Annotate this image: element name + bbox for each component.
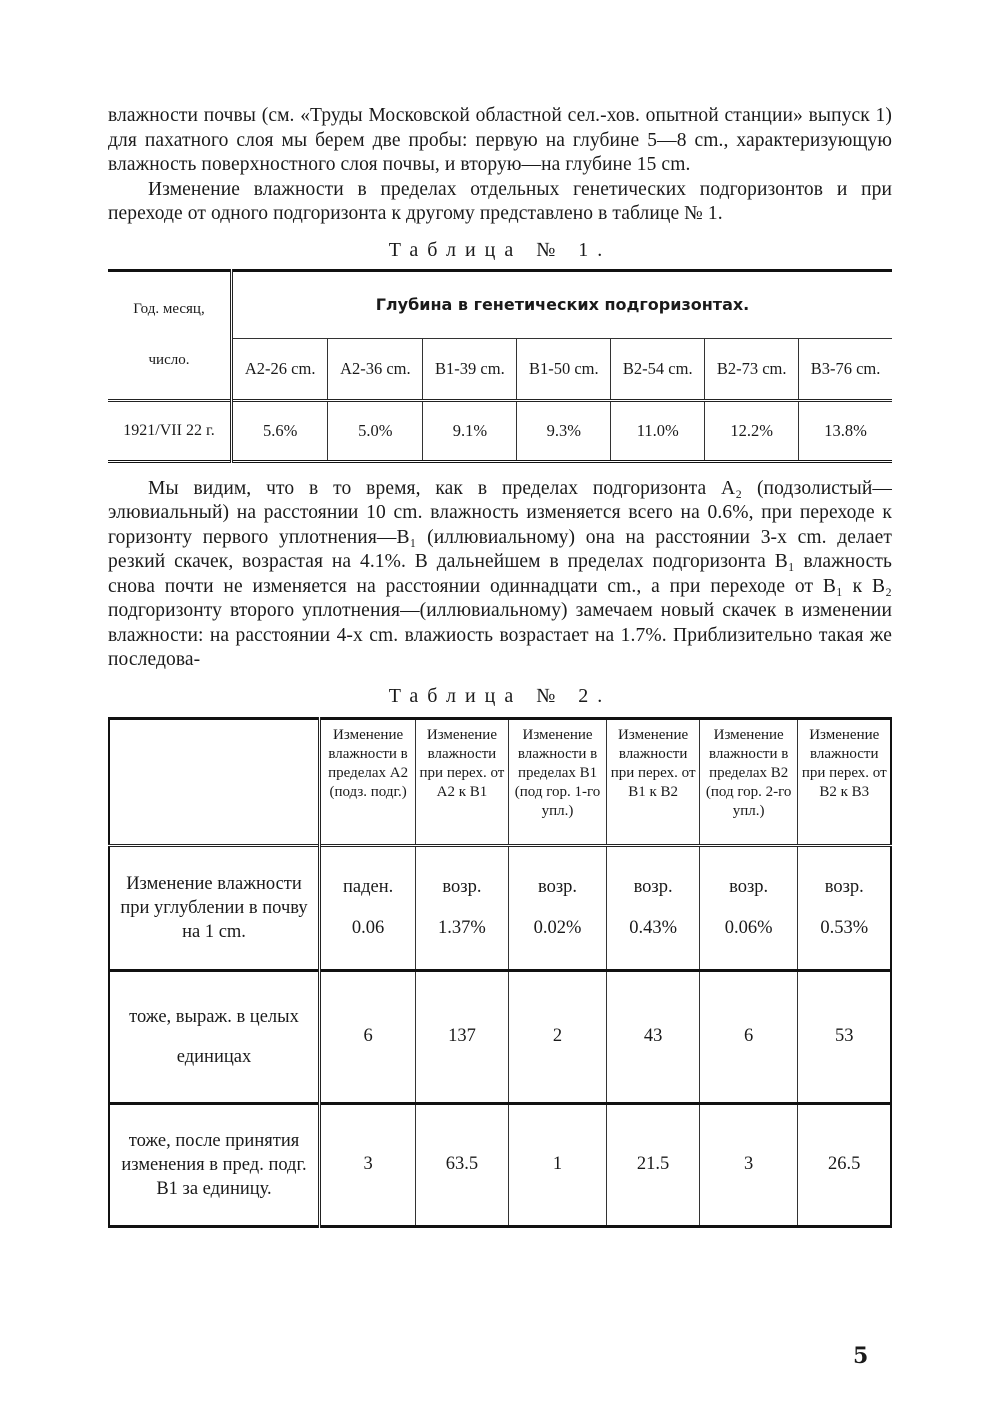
table2-cell [508,845,607,970]
table2-cell: 3 [320,1103,416,1226]
value: 0.53% [820,917,869,938]
table2-cell: 26.5 [798,1103,891,1226]
table1-cell: 13.8% [799,400,892,461]
table2-cell: 21.5 [607,1103,699,1226]
table2-col-header: Изменение влажности в пределах B1 (под гор. 1-го упл.) [508,718,607,845]
direction-label: возр. [538,876,578,897]
direction-label: возр. [442,876,482,897]
table2-cell [320,845,416,970]
table2-cell: 6 [699,970,798,1103]
table1-cell: 9.1% [423,400,517,461]
value: 0.43% [629,917,677,938]
table2-caption: Таблица № 2. [388,684,612,707]
table1-cell: 12.2% [705,400,799,461]
table2-cell: 2 [508,970,607,1103]
row-header-top: Год. месяц, [133,301,205,317]
table2-col-header: Изменение влажности при перех. от B1 к B2 [607,718,699,845]
table2-col-header: Изменение влажности при перех. от A2 к B1 [416,718,509,845]
table1-col-header: A2-36 cm. [328,338,423,400]
table1-col-header: B2-73 cm. [705,338,799,400]
table1-cell: 5.6% [232,400,328,461]
table1-cell: 5.0% [328,400,423,461]
intro-paragraph-2: Изменение влажности в пределах отдельных генетических подгоризонтов и при переходе от одного подгоризонта к другому представлено в таблице № 1. [108,178,892,224]
table2-corner [109,718,320,845]
direction-label: возр. [824,876,864,897]
page-number: 5 [853,1343,869,1369]
row-header-bottom: число. [148,352,190,368]
table1-caption: Таблица № 1. [388,238,612,261]
table2-col-header: Изменение влажности при перех. от B2 к B3 [798,718,891,845]
value: 0.06 [351,917,385,938]
table-row [109,1103,891,1226]
table2-cell: 1 [508,1103,607,1226]
table1-col-header: A2-26 cm. [244,358,316,378]
table2-row-label: тоже, после принятия изменения в пред. подг. B1 за единицу. [109,1103,320,1226]
table2-col-header: Изменение влажности в пределах B2 (под гор. 2-го упл.) [699,718,798,845]
table1-col-header: B1-39 cm. [423,338,517,400]
direction-label: возр. [633,876,673,897]
direction-label: паден. [342,876,394,897]
table2-col-header: Изменение влажности в пределах A2 (подз. подг.) [320,718,416,845]
table-row [109,970,891,1103]
table1-group-header: Глубина в генетических подгоризонтах. [232,270,893,338]
table-row [108,400,892,461]
table2-row-label: тоже, выраж. в целых единицах [109,970,320,1103]
table2-cell [798,845,891,970]
table1-date: 1921/VII 22 г. [108,400,232,461]
table-2 [108,717,892,1228]
table2-row-label: Изменение влажности при углублении в почву на 1 cm. [109,845,320,970]
table2-cell [699,845,798,970]
discussion-paragraph: Мы видим, что в то время, как в пределах подгоризонта A₂ (подзолистый—элювиальный) на расстоянии 10 cm. влажность изменяется всего на 0.6%, при переходе к горизонту первого уплотнения—B₁ (иллювиальному) она на расстоянии 3-х cm. делает резкий скачек, возрастая на 4.1%. В дальнейшем в пределах подгоризонта B₁ влажность снова почти не изменяется на расстоянии одиннадцати cm., а при переходе от B₁ к B₂ подгоризонту второго уплотнения—(иллювиальному) замечаем новый скачек в изменении влажности: на расстоянии 4-х cm. влажиость возрастает на 1.7%. Приблизительно такая же последова- [108,477,892,670]
table-1 [108,269,892,463]
table-row [109,845,891,970]
direction-label: возр. [729,876,769,897]
value: 1.37% [438,917,486,938]
table1-row-header [108,270,232,400]
page-body [108,104,892,1228]
intro-paragraph-1: влажности почвы (см. «Труды Московской областной сел.-хов. опытной станции» выпуск 1) для пахатного слоя мы берем две пробы: первую на глубине 5—8 cm., характеризующую влажность поверхностного слоя почвы, и вторую—на глубине 15 cm. [108,105,892,175]
table2-cell: 53 [798,970,891,1103]
table2-cell: 137 [416,970,509,1103]
table2-cell [416,845,509,970]
table1-col-header: B2-54 cm. [611,338,705,400]
table2-cell: 43 [607,970,699,1103]
value: 0.02% [533,917,582,938]
table1-col-header: B3-76 cm. [799,338,892,400]
value: 0.06% [724,917,773,938]
table1-col-header: B1-50 cm. [517,338,611,400]
table2-cell [607,845,699,970]
table2-cell: 3 [699,1103,798,1226]
table2-cell: 63.5 [416,1103,509,1226]
table2-cell: 6 [320,970,416,1103]
table1-cell: 11.0% [611,400,705,461]
table1-cell: 9.3% [517,400,611,461]
